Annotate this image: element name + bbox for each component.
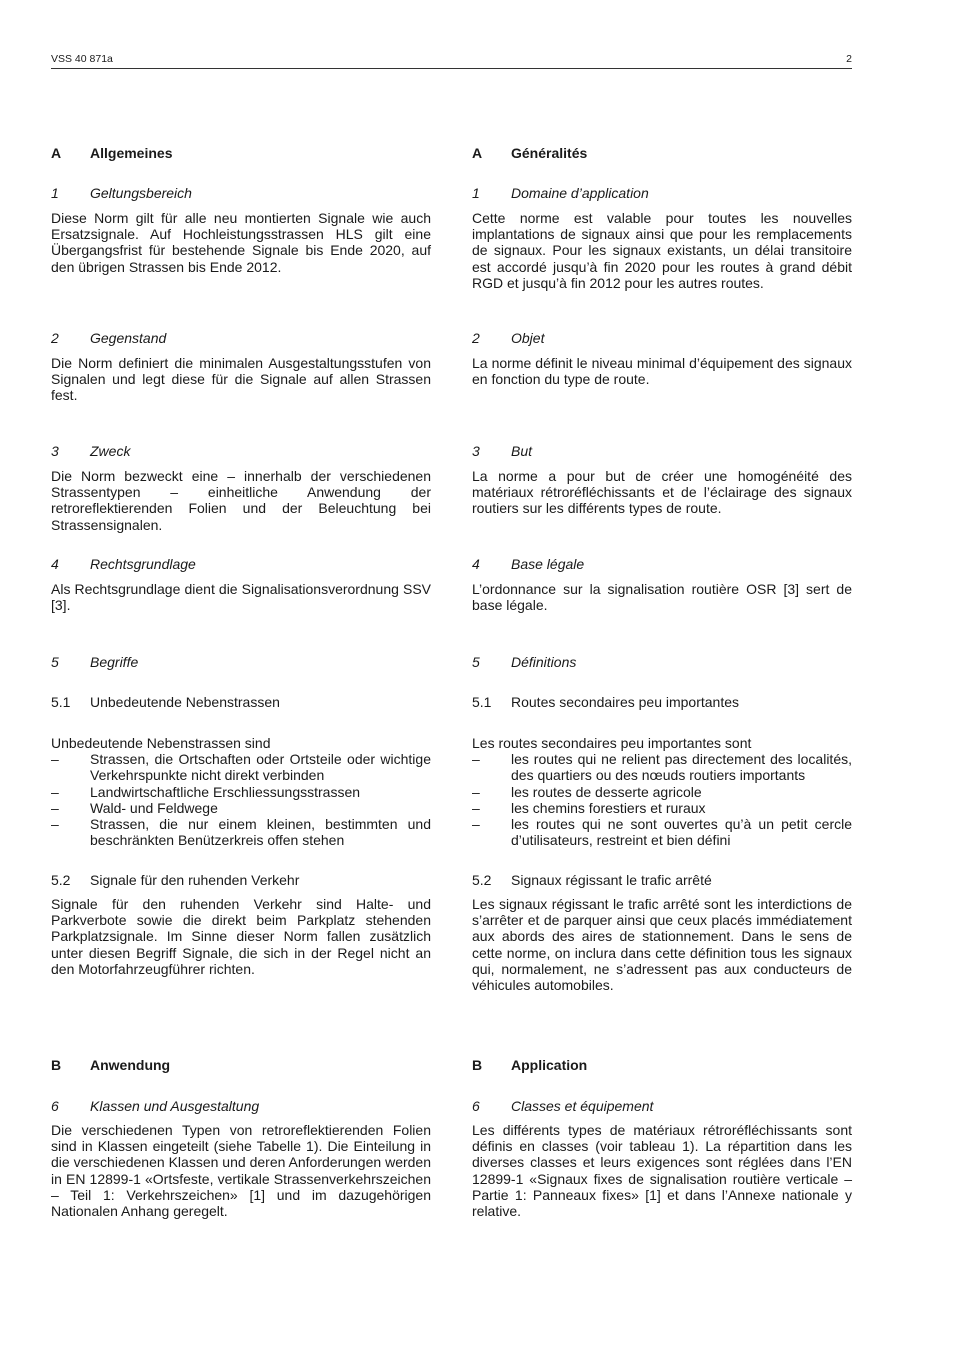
section-1-heading: 1 Domaine d’application <box>472 185 649 201</box>
section-6-text: Die verschiedenen Typen von retroreflektierenden Folien sind in Klassen eingeteilt (siehe Tabelle 1). Die Einteilung in die verschiedenen Klassen und deren Anforderungen werden in EN 12899-1 «Ortsfeste, vertikale Strassenverkehrszeichen – Teil 1: Verkehrszeichen» [1] und im dazugehörigen Nationalen Anhang geregelt. <box>51 1122 431 1220</box>
section-5-2-heading: 5.2 Signaux régissant le trafic arrêté <box>472 872 712 888</box>
dash-list <box>51 751 431 848</box>
section-4-heading: 4 Base légale <box>472 556 585 572</box>
section-2-text: Die Norm definiert die minimalen Ausgestaltungsstufen von Signalen und legt diese für die Signale auf allen Strassen fest. <box>51 355 431 404</box>
section-b-heading: B Application <box>472 1057 588 1073</box>
list-item: – Wald- und Feldwege <box>51 800 431 816</box>
section-3-text: La norme a pour but de créer une homogénéité des matériaux rétroréfléchissants et de l’éclairage des signaux routiers sur les différents types de route. <box>472 468 852 517</box>
list-item: – Landwirtschaftliche Erschliessungsstrassen <box>51 784 431 800</box>
section-4-heading: 4 Rechtsgrundlage <box>51 556 196 572</box>
section-3-heading: 3 Zweck <box>51 443 131 459</box>
section-2-text: La norme définit le niveau minimal d’équipement des signaux en fonction du type de route. <box>472 355 852 388</box>
section-5-2-text: Signale für den ruhenden Verkehr sind Halte- und Parkverbote sowie die direkt beim Parkplatz stehenden Parkplatzsignale. Im Sinne dieser Norm fallen zusätzlich unter diesen Begriff Signale, die sich in der Regel nicht an den Motorfahrzeugführer richten. <box>51 896 431 977</box>
section-5-1-body <box>51 735 431 848</box>
section-5-heading: 5 Begriffe <box>51 654 139 670</box>
list-item: – les chemins forestiers et ruraux <box>472 800 852 816</box>
section-b-heading: B Anwendung <box>51 1057 171 1073</box>
section-5-1-body <box>472 735 852 848</box>
section-1-text: Cette norme est valable pour toutes les nouvelles implantations de signaux ainsi que pour les remplacements de signaux. Pour les signaux existants, un délai transitoire est accordé jusqu’à fin 2020 pour les routes à grand débit RGD et jusqu’à fin 2012 pour les autres routes. <box>472 210 852 291</box>
section-2-heading: 2 Objet <box>472 330 545 346</box>
section-3-heading: 3 But <box>472 443 533 459</box>
section-6-text: Les différents types de matériaux rétroréfléchissants sont définis en classes (voir tableau 1). La répartition dans les diverses classes et leurs exigences sont réglées dans l’EN 12899-1 «Signaux fixes de signalisation routière verticale – Partie 1: Panneaux fixes» [1] et dans l’Annexe nationale y relative. <box>472 1122 852 1220</box>
section-5-heading: 5 Définitions <box>472 654 577 670</box>
list-item: – les routes qui ne sont ouvertes qu’à un petit cercle d’utilisateurs, restreint et bien défini <box>472 816 852 848</box>
section-6-heading: 6 Klassen und Ausgestaltung <box>51 1098 260 1114</box>
document-id: VSS 40 871a <box>51 53 113 65</box>
section-5-2-heading: 5.2 Signale für den ruhenden Verkehr <box>51 872 300 888</box>
section-a-heading: A Généralités <box>472 145 588 161</box>
section-5-1-heading: 5.1 Routes secondaires peu importantes <box>472 694 740 710</box>
section-1-heading: 1 Geltungsbereich <box>51 185 192 201</box>
section-4-text: L’ordonnance sur la signalisation routière OSR [3] sert de base légale. <box>472 581 852 614</box>
list-intro: Unbedeutende Nebenstrassen sind <box>51 735 271 751</box>
section-4-text: Als Rechtsgrundlage dient die Signalisationsverordnung SSV [3]. <box>51 581 431 614</box>
dash-list <box>472 751 852 848</box>
section-1-text: Diese Norm gilt für alle neu montierten Signale wie auch Ersatzsignale. Auf Hochleistungsstrassen HLS gilt eine Übergangsfrist für bestehende Signale bis Ende 2020, auf den übrigen Strassen bis Ende 2012. <box>51 210 431 275</box>
list-item: – les routes de desserte agricole <box>472 784 852 800</box>
section-2-heading: 2 Gegenstand <box>51 330 167 346</box>
section-a-heading: A Allgemeines <box>51 145 173 161</box>
page-header <box>51 52 852 69</box>
list-item: – Strassen, die nur einem kleinen, bestimmten und beschränkten Benützerkreis offen stehen <box>51 816 431 848</box>
page-number: 2 <box>846 53 852 65</box>
list-intro: Les routes secondaires peu importantes sont <box>472 735 752 751</box>
section-3-text: Die Norm bezweckt eine – innerhalb der verschiedenen Strassentypen – einheitliche Anwendung der retroreflektierenden Folien und der Beleuchtung bei Strassensignalen. <box>51 468 431 533</box>
section-5-2-text: Les signaux régissant le trafic arrêté sont les interdictions de s’arrêter et de parquer ainsi que ceux placés immédiatement aux abords des aires de stationnement. Dans le sens de cette norme, on inclura dans cette définition tous les signaux qui, normalement, ne s’adressent pas aux conducteurs de véhicules automobiles. <box>472 896 852 994</box>
list-item: – les routes qui ne relient pas directement des localités, des quartiers ou des nœuds routiers importants <box>472 751 852 783</box>
section-5-1-heading: 5.1 Unbedeutende Nebenstrassen <box>51 694 280 710</box>
list-item: – Strassen, die Ortschaften oder Ortsteile oder wichtige Verkehrspunkte nicht direkt verbinden <box>51 751 431 783</box>
section-6-heading: 6 Classes et équipement <box>472 1098 654 1114</box>
